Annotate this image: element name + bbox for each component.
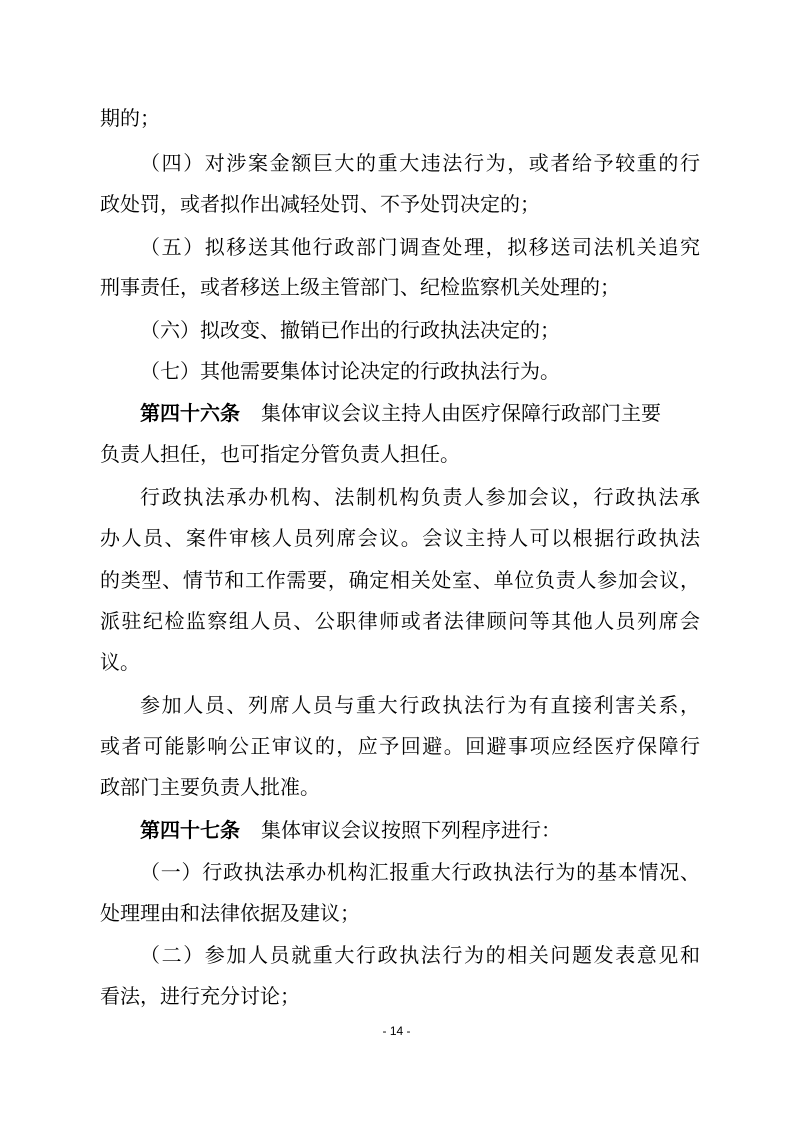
- text-line: （二）参加人员就重大行政执法行为的相关问题发表意见和: [140, 943, 700, 967]
- article-46: [140, 396, 700, 430]
- text-line: 负责人担任，也可指定分管负责人担任。: [100, 442, 460, 466]
- text-line: 的类型、情节和工作需要，确定相关处室、单位负责人参加会议，: [100, 568, 700, 592]
- text-line: （五）拟移送其他行政部门调查处理，拟移送司法机关追究: [140, 235, 700, 259]
- text-line: （七）其他需要集体讨论决定的行政执法行为。: [140, 359, 560, 383]
- text-line: （四）对涉案金额巨大的重大违法行为，或者给予较重的行: [140, 151, 700, 175]
- text-line: 行政执法承办机构、法制机构负责人参加会议，行政执法承: [140, 485, 700, 509]
- text-line: 看法，进行充分讨论；: [100, 984, 300, 1008]
- article-text: 集体审议会议主持人由医疗保障行政部门主要: [261, 401, 661, 425]
- article-title: 第四十六条: [140, 401, 240, 425]
- article-47: [140, 813, 700, 847]
- text-line: 参加人员、列席人员与重大行政执法行为有直接利害关系，: [140, 693, 700, 717]
- text-line: 政处罚，或者拟作出减轻处罚、不予处罚决定的；: [100, 192, 540, 216]
- text-line: 办人员、案件审核人员列席会议。会议主持人可以根据行政执法: [100, 526, 700, 550]
- text-line: 处理理由和法律依据及建议；: [100, 901, 360, 925]
- text-line: 期的；: [100, 106, 160, 130]
- text-line: 刑事责任，或者移送上级主管部门、纪检监察机关处理的；: [100, 275, 620, 299]
- article-title: 第四十七条: [140, 818, 240, 842]
- text-line: 或者可能影响公正审议的，应予回避。回避事项应经医疗保障行: [100, 734, 700, 758]
- text-line: （一）行政执法承办机构汇报重大行政执法行为的基本情况、: [140, 860, 700, 884]
- text-line: 政部门主要负责人批准。: [100, 775, 320, 799]
- text-line: 议。: [100, 650, 140, 674]
- page-number: - 14 -: [382, 1024, 411, 1038]
- text-line: 派驻纪检监察组人员、公职律师或者法律顾问等其他人员列席会: [100, 609, 700, 633]
- text-line: （六）拟改变、撤销已作出的行政执法决定的；: [140, 318, 560, 342]
- article-text: 集体审议会议按照下列程序进行：: [261, 818, 561, 842]
